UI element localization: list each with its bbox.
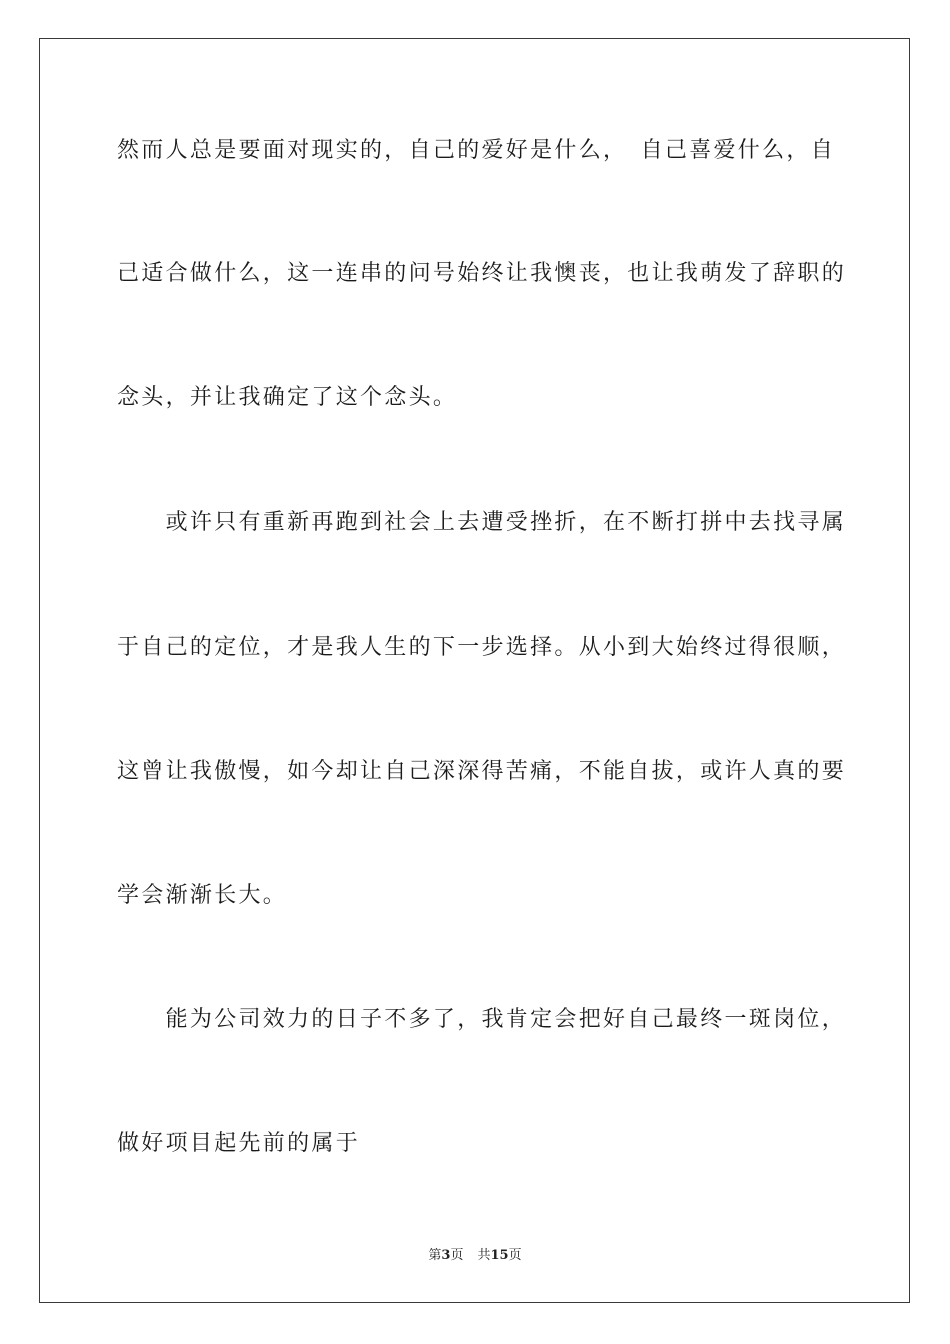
body-text-line-4: 或许只有重新再跑到社会上去遭受挫折，在不断打拼中去找寻属 — [117, 510, 847, 535]
body-text-line-7: 学会渐渐长大。 — [117, 883, 288, 908]
page-suffix: 页 — [450, 1248, 464, 1263]
total-prefix: 共 — [477, 1248, 491, 1263]
page-border — [39, 38, 910, 1303]
body-text-line-2: 己适合做什么，这一连串的问号始终让我懊丧，也让我萌发了辞职的 — [117, 261, 847, 286]
total-pages: 15 — [490, 1248, 509, 1263]
body-text-line-1: 然而人总是要面对现实的，自己的爱好是什么， 自己喜爱什么，自 — [117, 138, 836, 163]
total-suffix: 页 — [508, 1248, 522, 1263]
page-footer — [0, 1247, 950, 1265]
page-number: 3 — [441, 1248, 451, 1263]
body-text-line-3: 念头，并让我确定了这个念头。 — [117, 385, 458, 410]
page-prefix: 第 — [428, 1248, 442, 1263]
body-text-line-6: 这曾让我傲慢，如今却让自己深深得苦痛，不能自拔，或许人真的要 — [117, 759, 847, 784]
body-text-line-8: 能为公司效力的日子不多了，我肯定会把好自己最终一斑岗位， — [117, 1007, 847, 1032]
body-text-line-9: 做好项目起先前的属于 — [117, 1131, 361, 1156]
body-text-line-5: 于自己的定位，才是我人生的下一步选择。从小到大始终过得很顺， — [117, 635, 847, 660]
